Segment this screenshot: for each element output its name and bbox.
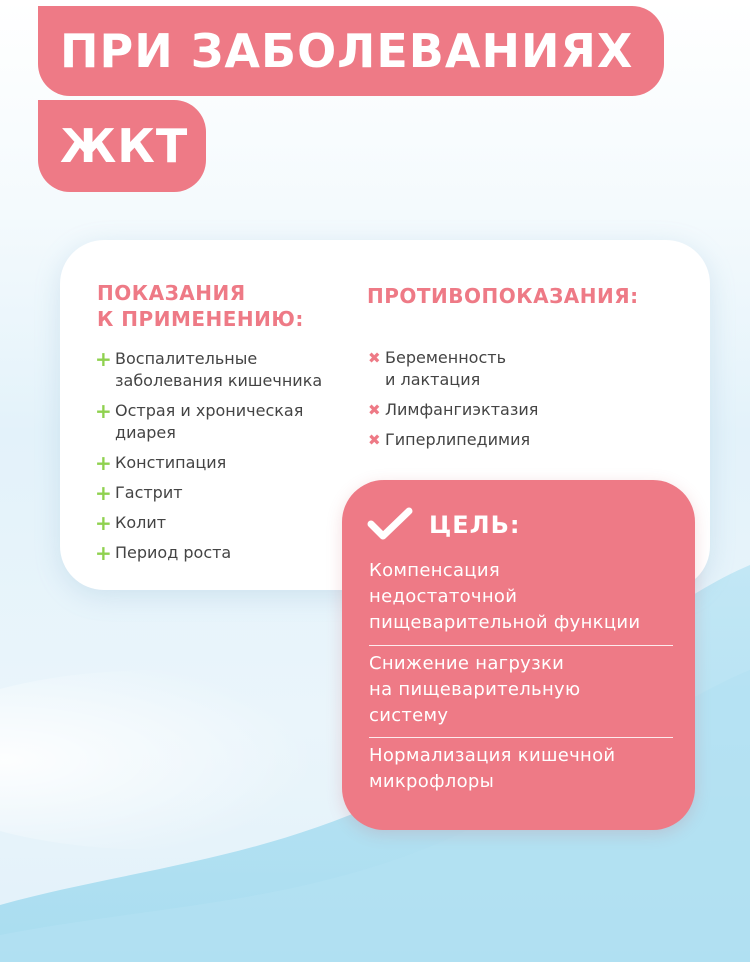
goal-text: на пищеварительную [369, 679, 581, 700]
goal-text: недостаточной [369, 586, 518, 607]
plus-icon: + [95, 347, 112, 371]
indication-text: Острая и хроническая [115, 401, 304, 420]
plus-icon: + [95, 541, 112, 565]
indication-text: заболевания кишечника [115, 371, 323, 390]
title-line-2: ЖКТ [38, 100, 206, 192]
indication-text: Колит [115, 513, 167, 532]
contraindications-heading: ПРОТИВОПОКАЗАНИЯ: [367, 284, 639, 308]
goal-text: пищеварительной функции [369, 612, 641, 633]
indication-item [95, 452, 322, 474]
goal-text: Компенсация [369, 560, 500, 581]
indication-item [95, 512, 322, 534]
indication-text: Констипация [115, 453, 227, 472]
goal-item-2 [369, 651, 580, 729]
goal-divider [369, 737, 673, 738]
plus-icon: + [95, 511, 112, 535]
indications-heading [97, 280, 304, 332]
check-icon [366, 506, 414, 542]
contraindication-item [367, 399, 538, 421]
indication-item [95, 482, 322, 504]
indications-heading-line-1: ПОКАЗАНИЯ [97, 281, 246, 305]
contraindication-text: и лактация [385, 370, 481, 389]
plus-icon: + [95, 451, 112, 475]
cross-icon: ✖ [368, 349, 381, 367]
indication-text: Период роста [115, 543, 232, 562]
contraindication-item [367, 347, 538, 391]
indication-text: диарея [115, 423, 176, 442]
goal-item-3 [369, 743, 615, 795]
contraindication-text: Лимфангиэктазия [385, 400, 539, 419]
indications-heading-line-2: К ПРИМЕНЕНИЮ: [97, 307, 304, 331]
indication-item [95, 348, 322, 392]
goal-text: Нормализация кишечной [369, 745, 616, 766]
goal-text: Снижение нагрузки [369, 653, 565, 674]
contraindication-text: Беременность [385, 348, 506, 367]
goal-text: микрофлоры [369, 771, 495, 792]
contraindication-text: Гиперлипедимия [385, 430, 531, 449]
plus-icon: + [95, 399, 112, 423]
indication-item [95, 400, 322, 444]
contraindications-list [367, 347, 538, 459]
contraindication-item [367, 429, 538, 451]
goal-heading: ЦЕЛЬ: [429, 511, 521, 539]
goal-item-1 [369, 558, 640, 636]
cross-icon: ✖ [368, 401, 381, 419]
goal-text: систему [369, 705, 449, 726]
indication-text: Гастрит [115, 483, 183, 502]
goal-divider [369, 645, 673, 646]
title-line-1: ПРИ ЗАБОЛЕВАНИЯХ [38, 6, 664, 96]
cross-icon: ✖ [368, 431, 381, 449]
indications-list [95, 348, 322, 572]
indication-text: Воспалительные [115, 349, 258, 368]
indication-item [95, 542, 322, 564]
plus-icon: + [95, 481, 112, 505]
